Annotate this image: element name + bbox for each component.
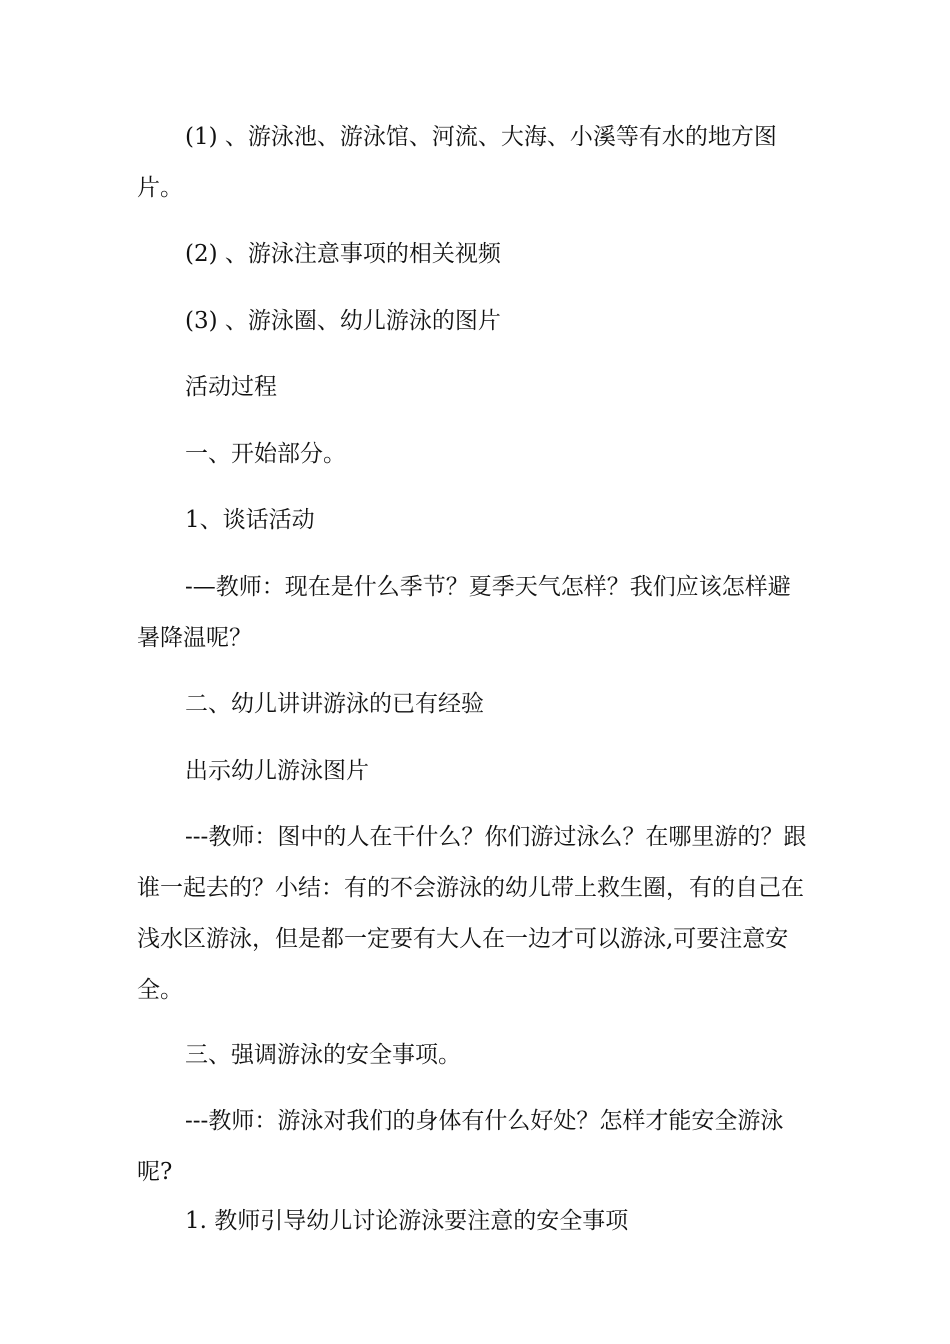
paragraph-materials-2: (2) 、游泳注意事项的相关视频 [185, 241, 501, 267]
heading-part-three: 三、强调游泳的安全事项。 [185, 1042, 461, 1068]
paragraph-teacher-question-2: ---教师：图中的人在干什么？你们游过泳么？在哪里游的？跟谁一起去的？小结：有的不会游泳的幼儿带上救生圈，有的自己在浅水区游泳，但是都一定要有大人在一边才可以游泳,可要注意安全。 [137, 824, 807, 1003]
paragraph-show-pictures: 出示幼儿游泳图片 [185, 758, 369, 784]
heading-part-two: 二、幼儿讲讲游泳的已有经验 [185, 691, 484, 717]
paragraph-teacher-question-1: -—教师：现在是什么季节？夏季天气怎样？我们应该怎样避暑降温呢？ [137, 574, 791, 651]
heading-activity-process: 活动过程 [185, 374, 277, 400]
paragraph-materials-1: (1) 、游泳池、游泳馆、河流、大海、小溪等有水的地方图片。 [137, 124, 777, 201]
subheading-talk-activity: 1、谈话活动 [185, 507, 315, 533]
paragraph-materials-3: (3) 、游泳圈、幼儿游泳的图片 [185, 308, 501, 334]
paragraph-teacher-question-3: ---教师：游泳对我们的身体有什么好处？怎样才能安全游泳呢? [137, 1108, 784, 1185]
paragraph-discussion-item-1: 1. 教师引导幼儿讨论游泳要注意的安全事项 [185, 1208, 629, 1234]
heading-part-one: 一、开始部分。 [185, 441, 346, 467]
